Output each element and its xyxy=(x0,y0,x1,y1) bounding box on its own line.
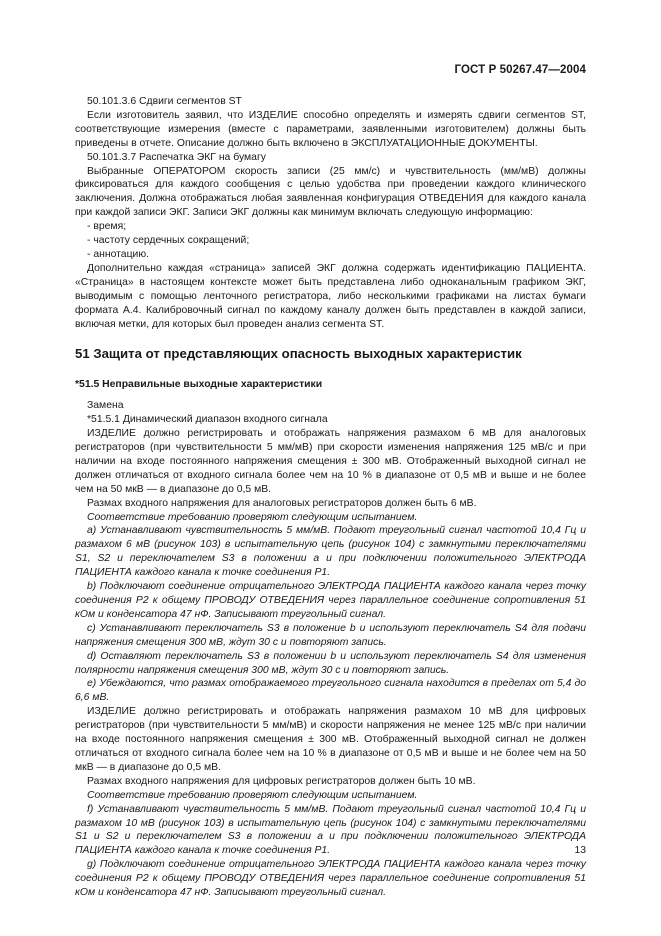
test-intro: Соответствие требованию проверяют следующим испытанием. xyxy=(87,511,418,523)
list-item: - частоту сердечных сокращений; xyxy=(87,235,250,247)
test-step-c: c) Устанавливают переключатель S3 в положение b и используют переключатель S4 для подачи напряжения смещения 300 мВ, ждут 30 с и повторяют запись. xyxy=(75,622,586,648)
clause-title-st-shift: 50.101.3.6 Сдвиги сегментов ST xyxy=(87,96,242,107)
subsection-heading: *51.5 Неправильные выходные характеристики xyxy=(75,379,323,391)
test-step-b: b) Подключают соединение отрицательного ЭЛЕКТРОДА ПАЦИЕНТА каждого канала через точку соединения Р2 к общему ПРОВОДУ ОТВЕДЕНИЯ через параллельное соединение сопротивления 51 кОм и конденсатора 47 нФ. Записывают треугольный сигнал. xyxy=(75,581,586,620)
page-number: 13 xyxy=(574,845,586,856)
test-step-d: d) Оставляют переключатель S3 в положении b и используют переключатель S4 для изменения полярности напряжения смещения 300 мВ, ждут 30 с и повторяют запись. xyxy=(75,650,586,676)
paragraph: Замена xyxy=(87,400,124,412)
paragraph: Если изготовитель заявил, что ИЗДЕЛИЕ способно определять и измерять сдвиги сегментов ST, соответствующие измерения (вместе с параметрами, заявленными изготовителем) должны быть приведены в отчете. Описание должно быть включено в ЭКСПЛУАТАЦИОННЫЕ ДОКУМЕНТЫ. xyxy=(75,109,586,149)
list-item: - аннотацию. xyxy=(87,248,150,260)
test-step-g: g) Подключают соединение отрицательного ЭЛЕКТРОДА ПАЦИЕНТА каждого канала через точку соединения Р2 к общему ПРОВОДУ ОТВЕДЕНИЯ через параллельное соединение сопротивления 51 кОм и конденсатора 47 нФ. Записывают треугольный сигнал. xyxy=(75,859,586,899)
paragraph: Размах входного напряжения для цифровых регистраторов должен быть 10 мВ. xyxy=(87,775,476,787)
paragraph: ИЗДЕЛИЕ должно регистрировать и отображать напряжения размахом 6 мВ для аналоговых регистраторов (при чувствительности 5 мм/мВ) при скорости изменения напряжения 125 мВ/с и при наличии на входе постоянного напряжения смещения ± 300 мВ. Отображенный выходной сигнал не должен отличаться от входного сигнала более чем на 10 % в диапазоне от 0,5 мВ и выше и не более чем на 50 мкВ — в диапазоне до 0,5 мВ. xyxy=(75,428,586,495)
test-step-f: f) Устанавливают чувствительность 5 мм/мВ. Подают треугольный сигнал частотой 10,4 Гц и размахом 10 мВ (рисунок 103) в испытательную цепь (рисунок 104) с замкнутыми переключателями S1 и S2 и переключателем S3 в положении а и при подключении положительного ЭЛЕКТРОДА ПАЦИЕНТА каждого канала к точке соединения Р1. xyxy=(75,803,586,857)
clause-title-ecg-print: 50.101.3.7 Распечатка ЭКГ на бумагу xyxy=(87,151,266,163)
test-step-a: a) Устанавливают чувствительность 5 мм/мВ. Подают треугольный сигнал частотой 10,4 Гц и размахом 6 мВ (рисунок 103) в испытательную цепь (рисунок 104) с замкнутыми переключателями S1, S2 и переключателем S3 в положении а и при подключении положительного ЭЛЕКТРОДА ПАЦИЕНТА каждого канала к точке соединения Р1. xyxy=(75,525,586,579)
document-body xyxy=(75,95,586,900)
test-step-e: e) Убеждаются, что размах отображаемого треугольного сигнала находится в пределах от 5,4 до 6,6 мВ. xyxy=(75,678,586,704)
clause-title-dynamic-range: *51.5.1 Динамический диапазон входного сигнала xyxy=(87,414,328,426)
paragraph: ИЗДЕЛИЕ должно регистрировать и отображать напряжения размахом 10 мВ для цифровых регистраторов (при чувствительности 5 мм/мВ) и скорости напряжения не менее 125 мВ/с при наличии на входе постоянного напряжения смещения ± 300 мВ. Отображенный выходной сигнал не должен отличаться от входного сигнала более чем на 10 % в диапазоне от 0,5 мВ и выше и не более чем на 50 мкВ — в диапазоне до 0,5 мВ. xyxy=(75,706,586,773)
document-header: ГОСТ Р 50267.47—2004 xyxy=(454,64,586,76)
paragraph: Выбранные ОПЕРАТОРОМ скорость записи (25 мм/с) и чувствительность (мм/мВ) должны фиксироваться для каждого сообщения с целью удобства при проведении каждого клинического заключения. Должна отображаться любая заявленная конфигурация ОТВЕДЕНИЯ для каждого канала при каждой записи ЭКГ. Записи ЭКГ должны как минимум включать следующую информацию: xyxy=(75,165,586,219)
paragraph: Дополнительно каждая «страница» записей ЭКГ должна содержать идентификацию ПАЦИЕНТА. «Страница» в настоящем контексте может быть представлена либо одноканальным графиком ЭКГ, выводимым с помощью ленточного регистратора, либо несколькими графиками на листах бумаги формата А.4. Калибровочный сигнал по каждому каналу должен быть представлен в каждой записи, включая метки, для которых был проведен анализ сегмента ST. xyxy=(75,262,586,330)
list-item: - время; xyxy=(87,221,127,233)
paragraph: Размах входного напряжения для аналоговых регистраторов должен быть 6 мВ. xyxy=(87,497,477,509)
section-heading: 51 Защита от представляющих опасность выходных характеристик xyxy=(75,346,522,362)
test-intro: Соответствие требованию проверяют следующим испытанием. xyxy=(87,789,418,801)
